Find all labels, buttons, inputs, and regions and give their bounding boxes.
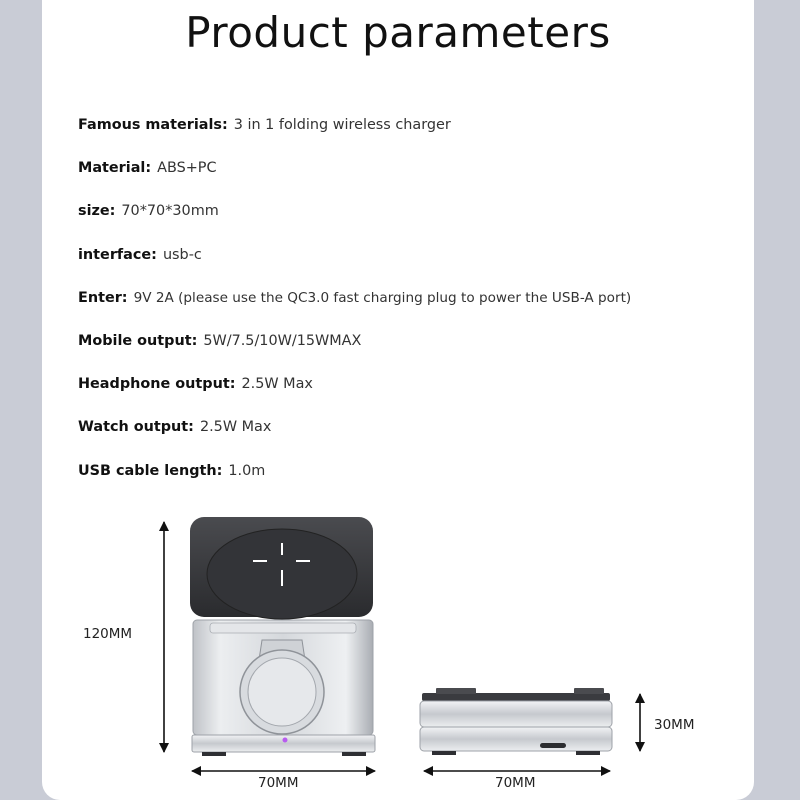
param-key: Material: bbox=[78, 160, 152, 177]
param-row bbox=[78, 285, 758, 328]
param-value: ABS+PC bbox=[157, 160, 217, 177]
param-value: 2.5W Max bbox=[241, 376, 313, 393]
param-key: Watch output: bbox=[78, 419, 194, 436]
param-key: Headphone output: bbox=[78, 376, 236, 393]
thickness-label: 30MM bbox=[654, 717, 695, 733]
param-value: 3 in 1 folding wireless charger bbox=[233, 117, 451, 133]
param-value: 1.0m bbox=[228, 462, 266, 479]
param-key: size: bbox=[78, 203, 116, 220]
param-key: interface: bbox=[78, 246, 157, 263]
param-row bbox=[78, 458, 758, 501]
param-value: usb-c bbox=[162, 246, 202, 263]
param-row bbox=[78, 371, 758, 414]
param-value: 2.5W Max bbox=[199, 419, 272, 436]
param-row bbox=[78, 198, 758, 241]
param-key: Mobile output: bbox=[78, 332, 198, 349]
side-width-label: 70MM bbox=[495, 775, 536, 791]
height-label: 120MM bbox=[83, 626, 133, 642]
front-width-label: 70MM bbox=[258, 775, 299, 791]
param-value: 9V 2A (please use the QC3.0 fast charging plug to power the USB-A port) bbox=[133, 289, 632, 306]
param-row bbox=[78, 112, 758, 155]
param-row bbox=[78, 155, 758, 198]
page-title: Product parameters bbox=[185, 8, 611, 57]
param-value: 70*70*30mm bbox=[121, 203, 219, 220]
param-row bbox=[78, 328, 758, 371]
param-value: 5W/7.5/10W/15WMAX bbox=[203, 332, 362, 349]
param-key: Enter: bbox=[78, 289, 128, 306]
parameter-list bbox=[78, 112, 758, 501]
param-row bbox=[78, 414, 758, 457]
param-key: Famous materials: bbox=[78, 117, 228, 133]
param-row bbox=[78, 242, 758, 285]
param-key: USB cable length: bbox=[78, 462, 223, 479]
